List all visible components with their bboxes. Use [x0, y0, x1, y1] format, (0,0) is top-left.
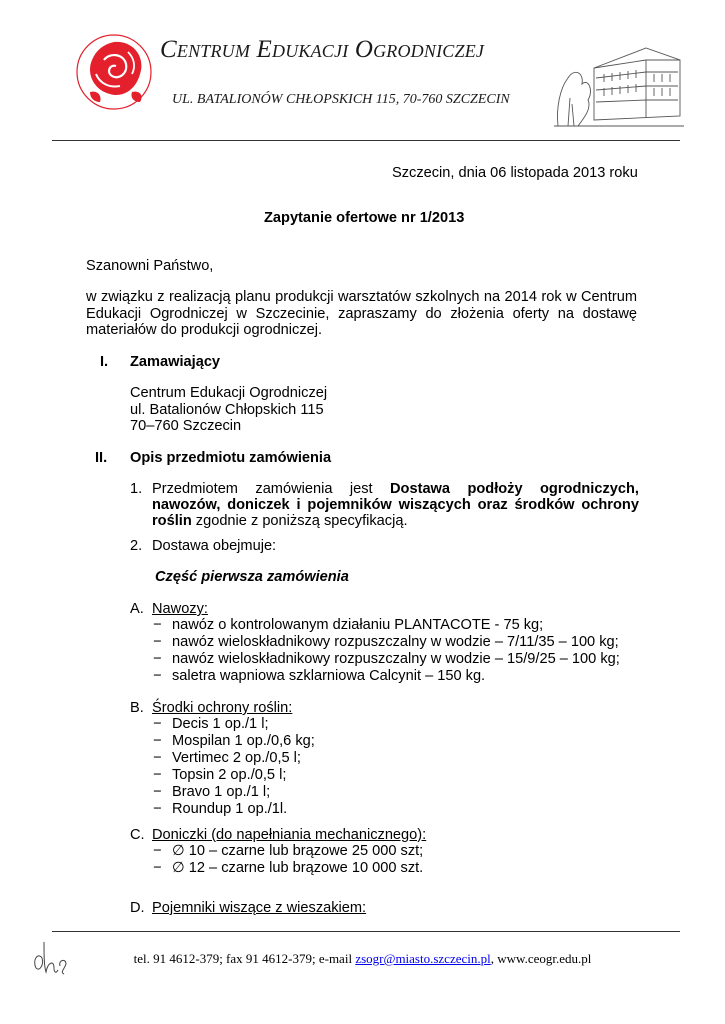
- bullet-dash: −: [153, 843, 162, 859]
- bullet-dash: −: [153, 767, 162, 783]
- bullet-dash: −: [153, 750, 162, 766]
- group-title: Środki ochrony roślin:: [152, 700, 293, 716]
- list-item: nawóz wieloskładnikowy rozpuszczalny w wodzie – 15/9/25 – 100 kg;: [172, 651, 620, 667]
- bullet-dash: −: [153, 733, 162, 749]
- word: Szczecinie,: [255, 306, 330, 322]
- word: związku: [100, 289, 153, 305]
- word: z: [157, 289, 165, 305]
- word: na: [483, 289, 501, 305]
- bullet-dash: −: [153, 668, 162, 684]
- item-1-number: 1.: [130, 481, 143, 497]
- word: i: [296, 497, 301, 513]
- word: ochrony: [581, 497, 639, 513]
- word: oraz: [477, 497, 508, 513]
- bullet-dash: −: [153, 617, 162, 633]
- word: warsztatów: [337, 289, 411, 305]
- date-line: Szczecin, dnia 06 listopada 2013 roku: [392, 165, 638, 181]
- word: doniczek: [227, 497, 290, 513]
- word: produkcji: [275, 289, 334, 305]
- group-title: Doniczki (do napełniania mechanicznego):: [152, 827, 427, 843]
- word: do: [425, 306, 442, 322]
- bold-word: podłoży: [467, 481, 523, 497]
- list-item: nawóz wieloskładnikowy rozpuszczalny w wodzie – 7/11/35 – 100 kg;: [172, 634, 619, 650]
- word: oferty: [512, 306, 550, 322]
- word: na: [557, 306, 574, 322]
- word: szkolnych: [415, 289, 480, 305]
- contracting-address-line: ul. Batalionów Chłopskich 115: [130, 402, 324, 418]
- word: dostawę: [582, 306, 637, 322]
- group-letter: C.: [130, 827, 145, 843]
- item-1-rest: zgodnie z poniższą specyfikacją.: [191, 513, 408, 529]
- item-1-line-2: [152, 497, 639, 514]
- word: środków: [514, 497, 575, 513]
- word: złożenia: [450, 306, 504, 322]
- section-2-heading: Opis przedmiotu zamówienia: [130, 450, 332, 466]
- intro-line-1: [86, 289, 637, 306]
- word: realizacją: [168, 289, 231, 305]
- bold-word: Dostawa: [390, 481, 451, 497]
- word: nawozów,: [152, 497, 221, 513]
- list-item: Roundup 1 op./1l.: [172, 801, 288, 817]
- list-item: Bravo 1 op./1 l;: [172, 784, 271, 800]
- word: planu: [235, 289, 271, 305]
- list-item: saletra wapniowa szklarniowa Calcynit – 150 kg.: [172, 668, 486, 684]
- item-2-number: 2.: [130, 538, 143, 554]
- word: rok: [541, 289, 562, 305]
- word: Ogrodniczej: [149, 306, 228, 322]
- org-name: Centrum Edukacji Ogrodniczej: [160, 36, 485, 63]
- list-item: Decis 1 op./1 l;: [172, 716, 269, 732]
- item-1-line-3: [152, 513, 408, 530]
- list-item: Vertimec 2 op./0,5 l;: [172, 750, 301, 766]
- group-letter: D.: [130, 900, 145, 916]
- footer-prefix: tel. 91 4612-379; fax 91 4612-379; e-mail: [133, 951, 356, 966]
- section-2-numeral: II.: [95, 450, 108, 466]
- item-2-text: Dostawa obejmuje:: [152, 538, 277, 554]
- group-letter: A.: [130, 601, 144, 617]
- intro-line-2: [86, 306, 637, 323]
- footer-suffix: , www.ceogr.edu.pl: [490, 951, 592, 966]
- contracting-address-line: Centrum Edukacji Ogrodniczej: [130, 385, 328, 401]
- list-item: ∅ 12 – czarne lub brązowe 10 000 szt.: [172, 860, 424, 876]
- bullet-dash: −: [153, 716, 162, 732]
- section-1-heading: Zamawiający: [130, 354, 221, 370]
- org-address: UL. BATALIONÓW CHŁOPSKICH 115, 70-760 SZCZECIN: [172, 92, 510, 107]
- rose-logo-icon: [74, 30, 154, 114]
- list-item: Mospilan 1 op./0,6 kg;: [172, 733, 315, 749]
- word: w: [86, 289, 97, 305]
- section-1-numeral: I.: [100, 354, 109, 370]
- bold-word: ogrodniczych,: [540, 481, 639, 497]
- item-1-line-1: [152, 481, 639, 498]
- bullet-dash: −: [153, 784, 162, 800]
- contracting-address-line: 70–760 Szczecin: [130, 418, 242, 434]
- list-item: ∅ 10 – czarne lub brązowe 25 000 szt;: [172, 843, 424, 859]
- bullet-dash: −: [153, 801, 162, 817]
- word: w: [236, 306, 247, 322]
- footer-contact: [0, 951, 725, 967]
- word: 2014: [504, 289, 537, 305]
- list-item: nawóz o kontrolowanym działaniu PLANTACOTE - 75 kg;: [172, 617, 544, 633]
- footer-rule: [52, 931, 680, 932]
- list-item: Topsin 2 op./0,5 l;: [172, 767, 287, 783]
- word: Centrum: [581, 289, 637, 305]
- item-1-bold-word: roślin: [152, 513, 192, 529]
- bullet-dash: −: [153, 860, 162, 876]
- bullet-dash: −: [153, 651, 162, 667]
- bullet-dash: −: [153, 634, 162, 650]
- intro-line-3: materiałów do produkcji ogrodniczej.: [86, 322, 323, 338]
- document-title: Zapytanie ofertowe nr 1/2013: [264, 210, 465, 226]
- group-letter: B.: [130, 700, 144, 716]
- word: w: [566, 289, 577, 305]
- greeting: Szanowni Państwo,: [86, 258, 214, 274]
- word: zamówienia: [255, 481, 333, 497]
- word: jest: [349, 481, 373, 497]
- part-heading: Część pierwsza zamówienia: [155, 569, 349, 585]
- word: zapraszamy: [338, 306, 417, 322]
- word: wiszących: [398, 497, 471, 513]
- word: pojemników: [307, 497, 392, 513]
- header-rule: [52, 140, 680, 141]
- word: Przedmiotem: [152, 481, 238, 497]
- word: Edukacji: [86, 306, 142, 322]
- footer-email-link[interactable]: zsogr@miasto.szczecin.pl: [355, 951, 491, 966]
- group-title: Nawozy:: [152, 601, 208, 617]
- school-building-icon: [554, 38, 684, 130]
- group-title: Pojemniki wiszące z wieszakiem:: [152, 900, 367, 916]
